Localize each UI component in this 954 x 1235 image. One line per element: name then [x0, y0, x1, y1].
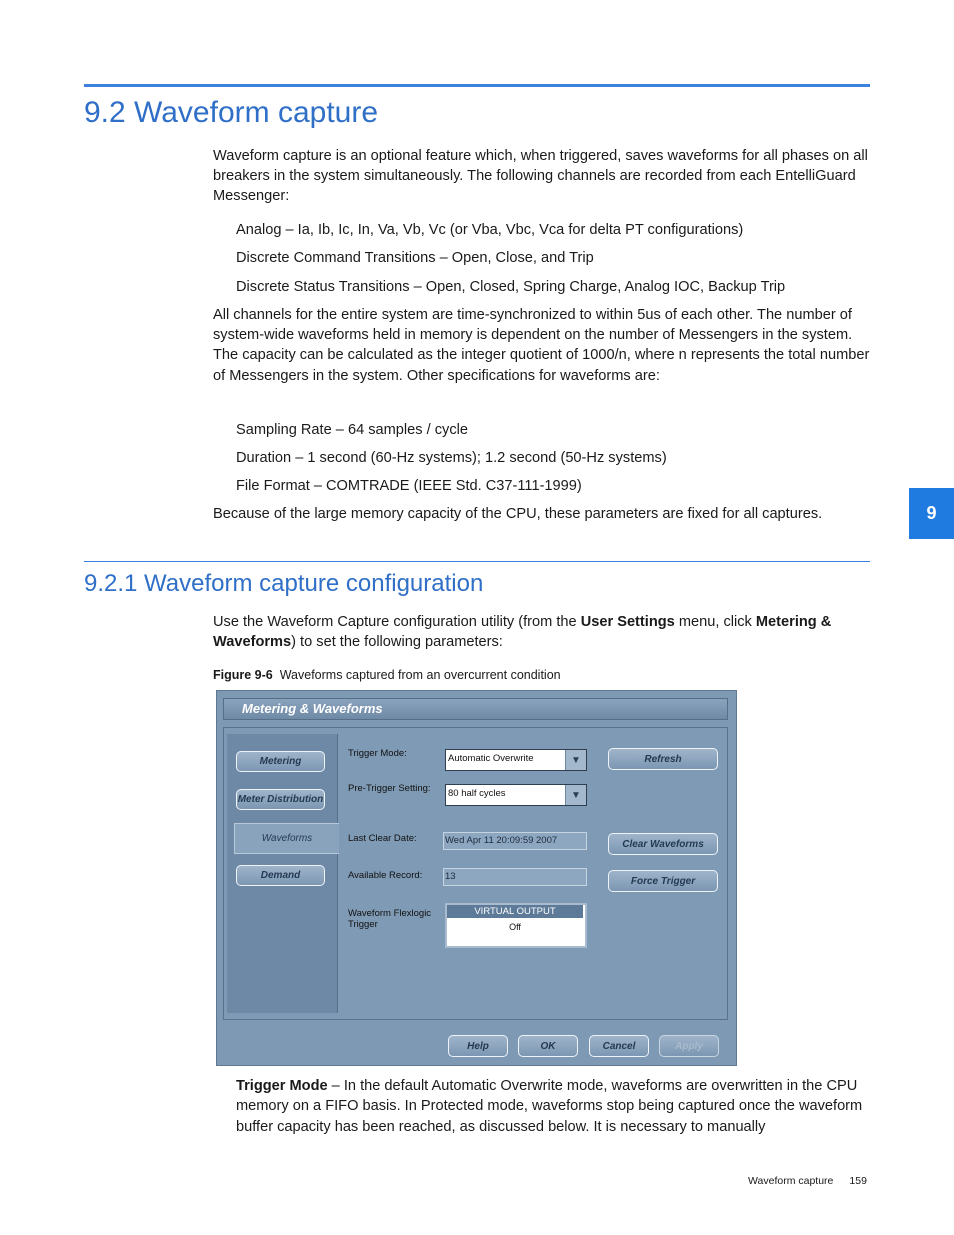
spec-item: File Format – COMTRADE (IEEE Std. C37-111-1999) — [236, 478, 582, 494]
section-heading: 9.2 Waveform capture — [84, 96, 379, 129]
sync-paragraph: All channels for the entire system are time-synchronized to within 5us of each other. The number of system-wide waveforms held in memory is dependent on the number of Messengers in the system. The capacity can be calculated as the integer quotient of 1000/n, where n represents the total number of Messengers in the system. Other specifications for waveforms are: — [213, 307, 870, 384]
footer-section: Waveform capture — [748, 1175, 834, 1187]
flexlogic-header: VIRTUAL OUTPUT — [447, 905, 583, 918]
waveforms-tab[interactable]: Waveforms — [234, 823, 339, 854]
cancel-button[interactable]: Cancel — [589, 1035, 649, 1057]
intro-paragraph: Waveform capture is an optional feature which, when triggered, saves waveforms for all phases on all breakers in the system simultaneously. The following channels are recorded from each EntelliGuard Messenger: — [213, 148, 868, 205]
demand-button[interactable]: Demand — [236, 865, 325, 886]
section-rule — [84, 561, 870, 562]
flexlogic-label: Waveform Flexlogic Trigger — [348, 908, 432, 930]
user-settings-term: User Settings — [580, 614, 675, 630]
chevron-down-icon: ▼ — [565, 750, 586, 770]
fixed-note: Because of the large memory capacity of the CPU, these parameters are fixed for all captures. — [213, 506, 823, 522]
apply-button[interactable]: Apply — [659, 1035, 719, 1057]
metering-waveforms-dialog — [216, 690, 737, 1066]
meter-distribution-button[interactable]: Meter Distribution — [236, 789, 325, 810]
ok-button[interactable]: OK — [518, 1035, 578, 1057]
subsection-heading: 9.2.1 Waveform capture configuration — [84, 570, 484, 597]
config-paragraph: Use the Waveform Capture configuration utility (from the User Settings menu, click Metering & Waveforms) to set the following parameters: — [213, 614, 832, 651]
top-rule — [84, 84, 870, 87]
flexlogic-value: Off — [509, 922, 521, 932]
spec-item: Sampling Rate – 64 samples / cycle — [236, 422, 468, 438]
available-record-label: Available Record: — [348, 870, 423, 881]
trigger-mode-term: Trigger Mode — [236, 1078, 328, 1094]
flexlogic-trigger-selector[interactable] — [445, 903, 587, 948]
channel-item: Discrete Status Transitions – Open, Closed, Spring Charge, Analog IOC, Backup Trip — [236, 279, 786, 295]
pre-trigger-select[interactable]: 80 half cycles ▼ — [445, 784, 587, 806]
pre-trigger-label: Pre-Trigger Setting: — [348, 783, 431, 794]
trigger-mode-label: Trigger Mode: — [348, 748, 407, 759]
spec-item: Duration – 1 second (60-Hz systems); 1.2 second (50-Hz systems) — [236, 450, 667, 466]
channel-item: Analog – Ia, Ib, Ic, In, Va, Vb, Vc (or Vba, Vbc, Vca for delta PT configurations) — [236, 222, 744, 238]
chevron-down-icon: ▼ — [565, 785, 586, 805]
clear-waveforms-button[interactable]: Clear Waveforms — [608, 833, 718, 855]
metering-button[interactable]: Metering — [236, 751, 325, 772]
dialog-title: Metering & Waveforms — [223, 698, 728, 720]
figure-caption: Figure 9-6 Waveforms captured from an overcurrent condition — [213, 668, 561, 682]
metering-waveforms-term: Metering & Waveforms — [213, 614, 832, 651]
channel-item: Discrete Command Transitions – Open, Close, and Trip — [236, 250, 594, 266]
trigger-mode-select[interactable]: Automatic Overwrite ▼ — [445, 749, 587, 771]
force-trigger-button[interactable]: Force Trigger — [608, 870, 718, 892]
trigger-mode-description: Trigger Mode – In the default Automatic Overwrite mode, waveforms are overwritten in the CPU memory on a FIFO basis. In Protected mode, waveforms stop being captured once the waveform buffer capacity has been reached, as discussed below. It is necessary to manually — [236, 1078, 863, 1135]
refresh-button[interactable]: Refresh — [608, 748, 718, 770]
chapter-tab: 9 — [909, 488, 954, 539]
last-clear-field: Wed Apr 11 20:09:59 2007 — [443, 832, 587, 850]
page-number: 159 — [849, 1175, 867, 1187]
last-clear-label: Last Clear Date: — [348, 833, 417, 844]
help-button[interactable]: Help — [448, 1035, 508, 1057]
page-footer — [748, 1175, 867, 1187]
available-record-field: 13 — [443, 868, 587, 886]
